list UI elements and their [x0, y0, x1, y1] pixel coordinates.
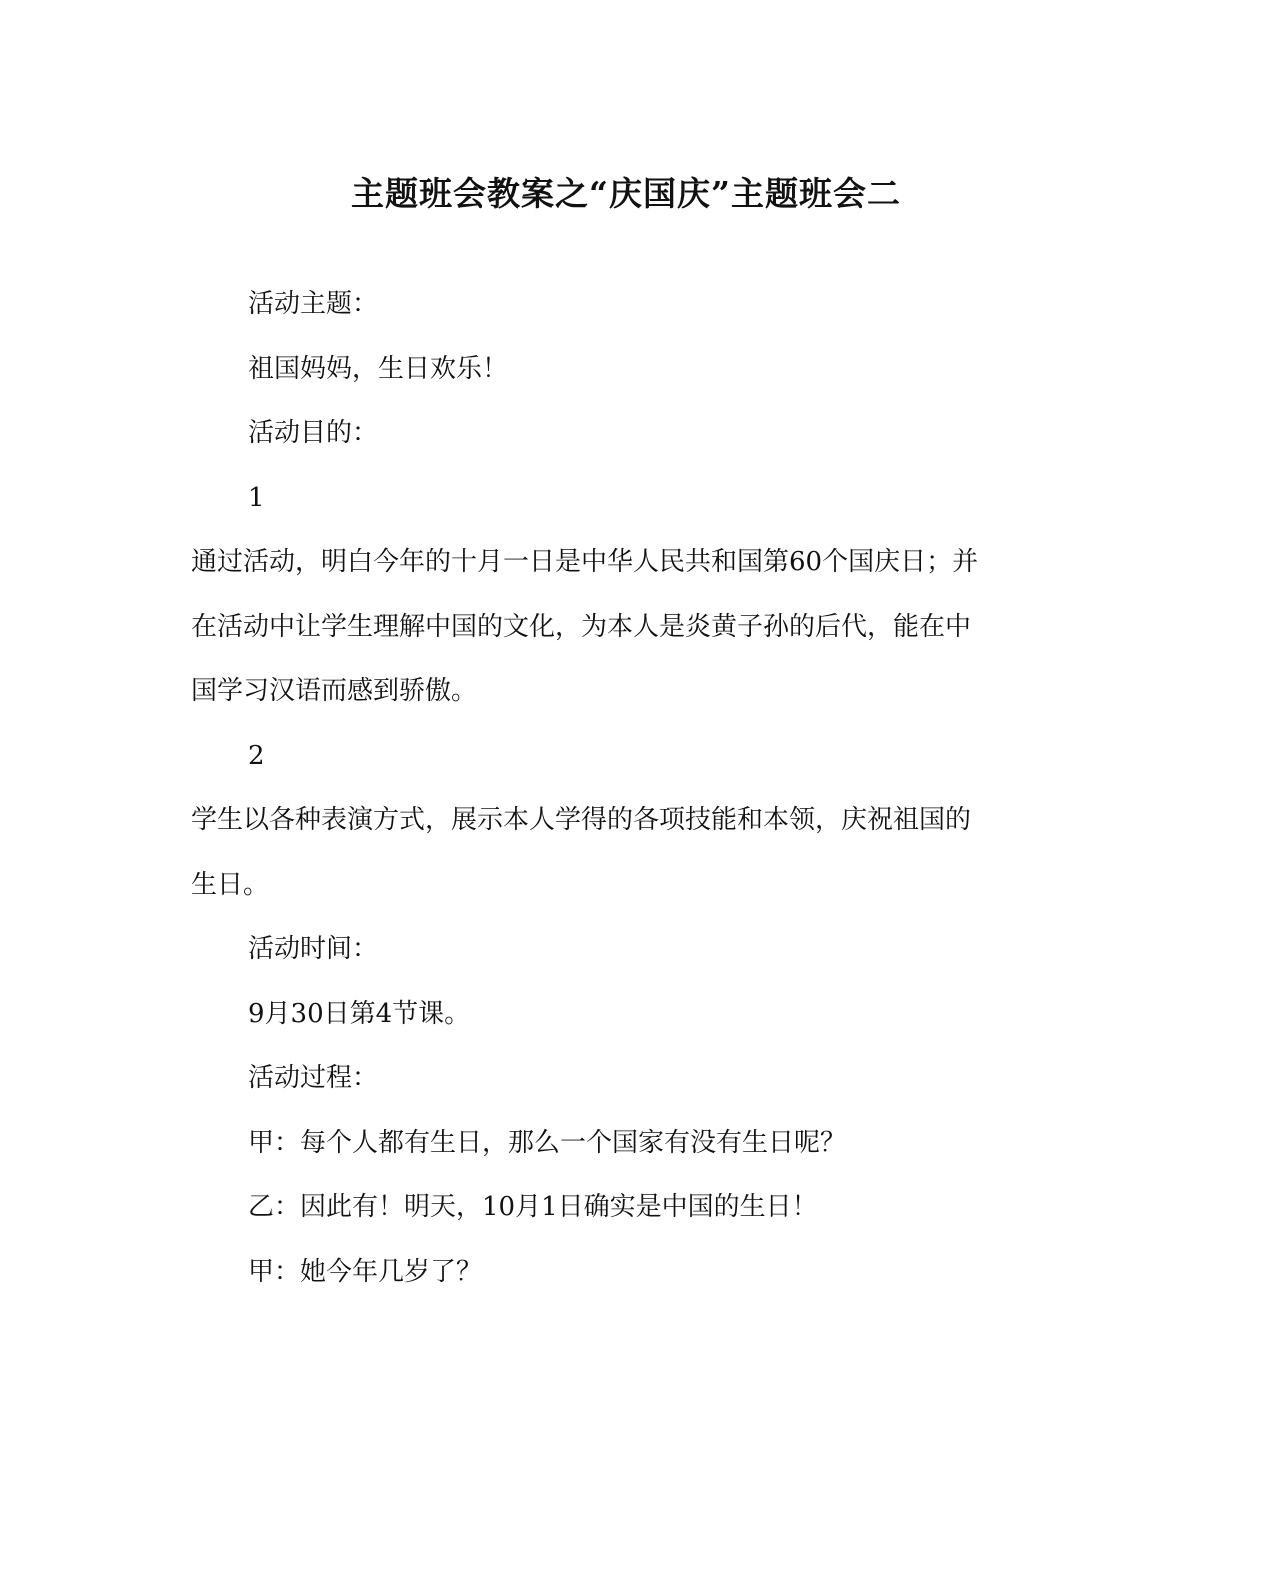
time-text: 9月30日第4节课。: [248, 998, 471, 1029]
document-title: 主题班会教案之“庆国庆”主题班会二: [351, 174, 901, 213]
section-heading-theme: 活动主题：: [248, 289, 379, 319]
section-heading-process: 活动过程：: [248, 1063, 379, 1093]
document-body: [191, 272, 1061, 1304]
dialogue-line: 甲：她今年几岁了？: [248, 1256, 483, 1287]
purpose-number-2: 2: [248, 740, 265, 771]
dialogue-line: 乙：因此有！明天，10月1日确实是中国的生日！: [248, 1192, 818, 1222]
theme-text: 祖国妈妈，生日欢乐！: [248, 353, 509, 384]
purpose-2-line-1: 学生以各种表演方式，展示本人学得的各项技能和本领，庆祝祖国的: [191, 805, 972, 835]
purpose-1-line-3: 国学习汉语而感到骄傲。: [191, 676, 478, 706]
purpose-1-line-1: 通过活动，明白今年的十月一日是中华人民共和国第60个国庆日；并: [191, 547, 979, 577]
purpose-2-line-2: 生日。: [191, 869, 270, 900]
section-heading-time: 活动时间：: [248, 934, 379, 964]
section-heading-purpose: 活动目的：: [248, 418, 379, 448]
purpose-1-line-2: 在活动中让学生理解中国的文化，为本人是炎黄子孙的后代，能在中: [191, 611, 972, 642]
dialogue-line: 甲：每个人都有生日，那么一个国家有没有生日呢？: [248, 1127, 847, 1158]
purpose-number-1: 1: [248, 482, 265, 513]
